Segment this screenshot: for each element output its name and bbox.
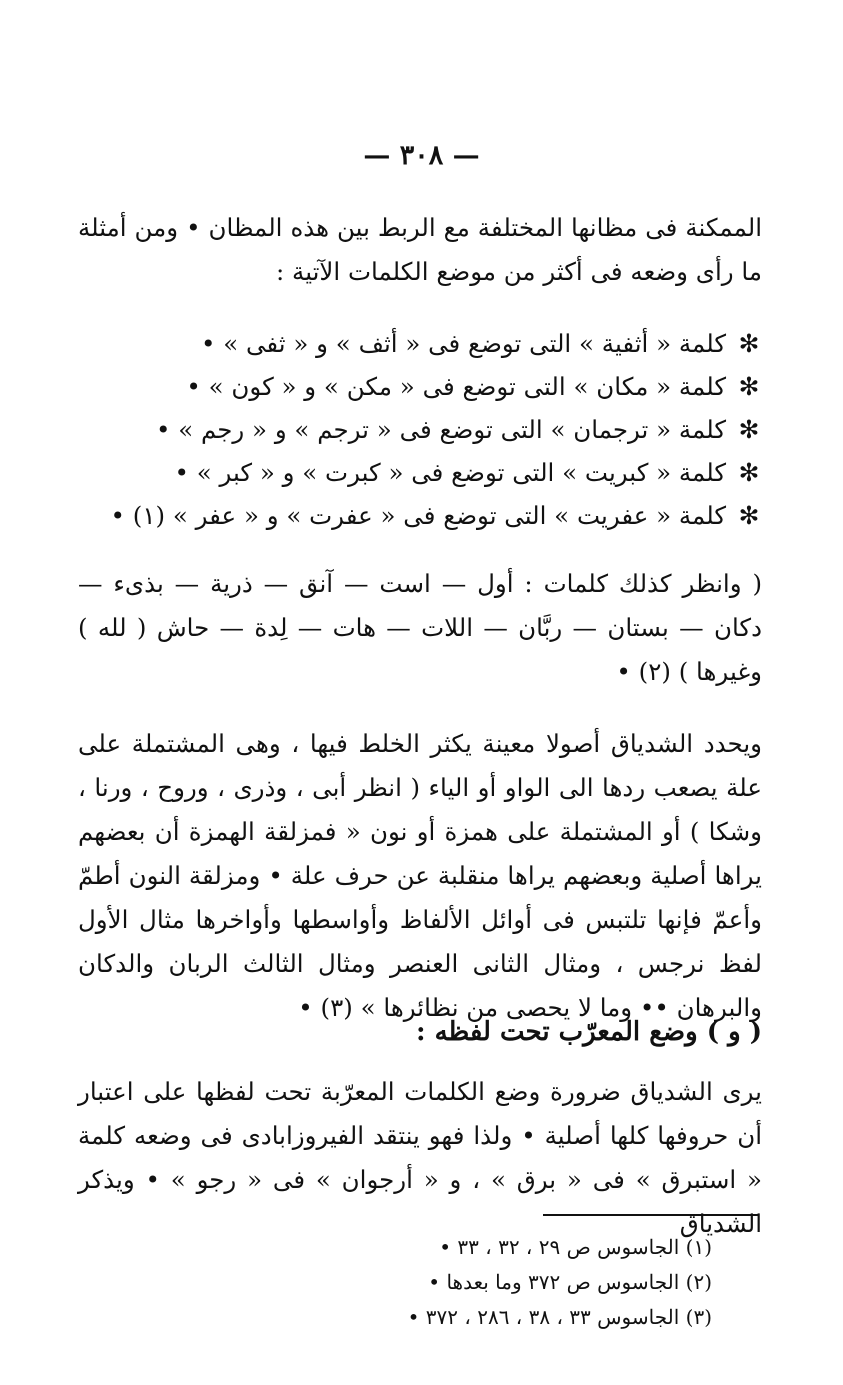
list-item bbox=[78, 365, 762, 408]
footnote: (٢) الجاسوس ص ٣٧٢ وما بعدها • bbox=[428, 1270, 712, 1294]
list-item-text: كلمة « كبريت » التى توضع فى « كبرت » و « كبر » • bbox=[174, 457, 726, 487]
asterisk-icon: ✻ bbox=[738, 328, 760, 358]
list-item bbox=[78, 494, 762, 537]
asterisk-icon: ✻ bbox=[738, 371, 760, 401]
asterisk-icon: ✻ bbox=[738, 500, 760, 530]
paragraph-1: الممكنة فى مظانها المختلفة مع الربط بين هذه المظان • ومن أمثلة ما رأى وضعه فى أكثر من موضع الكلمات الآتية : bbox=[78, 213, 762, 286]
paragraph-4: يرى الشدياق ضرورة وضع الكلمات المعرّبة تحت لفظها على اعتبار أن حروفها كلها أصلية • ولذا فهو ينتقد الفيروزابادى فى وضعه كلمة « استبرق » فى « برق » ، و « أرجوان » فى « رجو » • ويذكر الشدياق bbox=[78, 1077, 762, 1238]
footnote: (٣) الجاسوس ٣٣ ، ٣٨ ، ٢٨٦ ، ٣٧٢ • bbox=[407, 1305, 712, 1329]
page-number: — ٣٠٨ — bbox=[363, 140, 480, 171]
list-item-text: كلمة « ترجمان » التى توضع فى « ترجم » و « رجم » • bbox=[155, 414, 726, 444]
footnote-divider bbox=[543, 1214, 759, 1216]
list-item bbox=[78, 322, 762, 365]
bullet-list bbox=[78, 322, 762, 537]
list-item bbox=[78, 451, 762, 494]
footnotes bbox=[300, 1230, 712, 1335]
list-item-text: كلمة « مكان » التى توضع فى « مكن » و « كون » • bbox=[186, 371, 726, 401]
asterisk-icon: ✻ bbox=[738, 414, 760, 444]
section-heading: ( و ) وضع المعرّب تحت لفظه : bbox=[415, 1017, 762, 1047]
asterisk-icon: ✻ bbox=[738, 457, 760, 487]
list-item-text: كلمة « أثفية » التى توضع فى « أثف » و « ثفى » • bbox=[200, 328, 726, 358]
footnote: (١) الجاسوس ص ٢٩ ، ٣٢ ، ٣٣ • bbox=[439, 1235, 712, 1259]
paragraph-3: ويحدد الشدياق أصولا معينة يكثر الخلط فيها ، وهى المشتملة على علة يصعب ردها الى الواو أو الياء ( انظر أبى ، وذرى ، وروح ، ورنا ، وشكا ) أو المشتملة على همزة أو نون « فمزلقة الهمزة أن بعضهم يراها أصلية وبعضهم يراها منقلبة عن حرف علة • ومزلقة النون أطمّ وأعمّ فإنها تلتبس فى أوائل الألفاظ وأواسطها وأواخرها مثال الأول لفظ نرجس ، ومثال الثانى العنصر ومثال الثالث الربان والدكان والبرهان •• وما لا يحصى من نظائرها » (٣) • bbox=[78, 729, 762, 1022]
list-item bbox=[78, 408, 762, 451]
paragraph-2: ( وانظر كذلك كلمات : أول — است — آنق — ذرية — بذىء — دكان — بستان — ربَّان — اللات — هات — لِدة — حاش ( لله ) وغيرها ) (٢) • bbox=[78, 569, 762, 686]
list-item-text: كلمة « عفريت » التى توضع فى « عفرت » و « عفر » (١) • bbox=[110, 500, 726, 530]
